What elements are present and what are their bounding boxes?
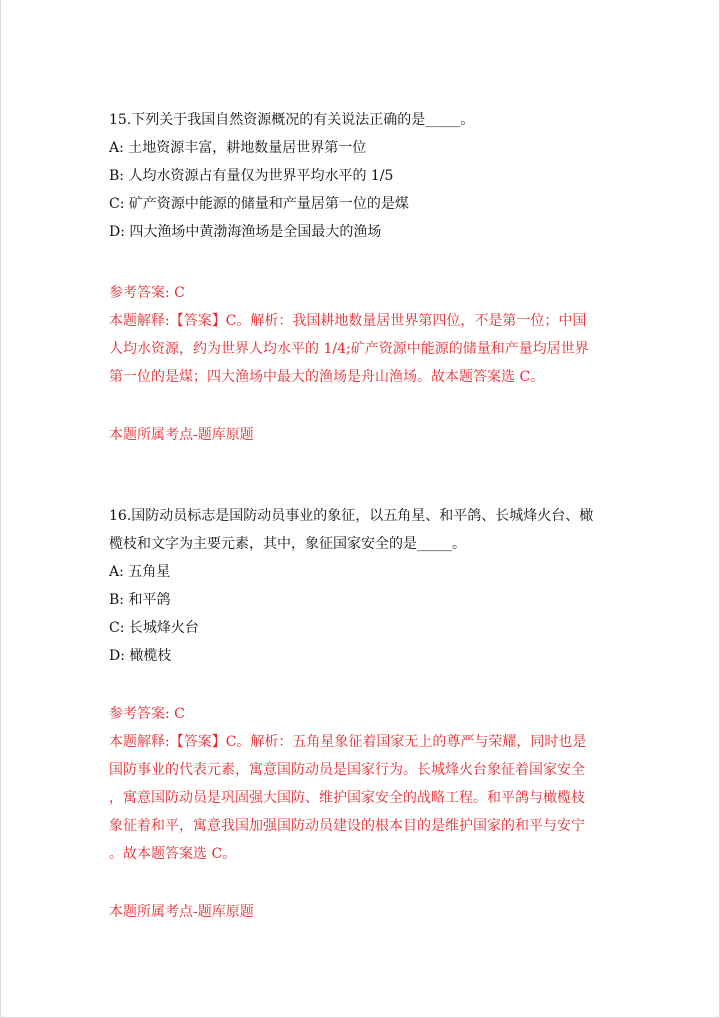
answer-16 xyxy=(109,700,619,868)
explanation-line: 。故本题答案选 C。 xyxy=(109,846,237,862)
option-d: D: 四大渔场中黄渤海渔场是全国最大的渔场 xyxy=(109,224,382,240)
option-c: C: 长城烽火台 xyxy=(109,620,199,636)
explanation-line: 本题解释:【答案】C。解析：我国耕地数量居世界第四位，不是第一位；中国 xyxy=(109,313,587,329)
question-16 xyxy=(109,502,619,670)
explanation-line: 象征着和平，寓意我国加强国防动员建设的根本目的是维护国家的和平与安宁 xyxy=(109,818,585,834)
topic-16 xyxy=(109,898,619,926)
option-d: D: 橄榄枝 xyxy=(109,648,172,664)
explanation-line: 本题解释:【答案】C。解析：五角星象征着国家无上的尊严与荣耀，同时也是 xyxy=(109,734,587,750)
topic-label: 本题所属考点-题库原题 xyxy=(109,427,254,443)
question-stem: 15.下列关于我国自然资源概况的有关说法正确的是_____。 xyxy=(109,112,475,128)
option-a: A: 土地资源丰富，耕地数量居世界第一位 xyxy=(109,140,367,156)
explanation-line: 第一位的是煤；四大渔场中最大的渔场是舟山渔场。故本题答案选 C。 xyxy=(109,369,545,385)
option-c: C: 矿产资源中能源的储量和产量居第一位的是煤 xyxy=(109,196,409,212)
option-b: B: 人均水资源占有量仅为世界平均水平的 1/5 xyxy=(109,168,394,184)
question-stem: 16.国防动员标志是国防动员事业的象征，以五角星、和平鸽、长城烽火台、橄 xyxy=(109,508,594,524)
option-a: A: 五角星 xyxy=(109,564,171,580)
answer-15 xyxy=(109,279,619,391)
explanation-line: 国防事业的代表元素，寓意国防动员是国家行为。长城烽火台象征着国家安全 xyxy=(109,762,585,778)
reference-answer: 参考答案: C xyxy=(109,706,185,722)
topic-label: 本题所属考点-题库原题 xyxy=(109,904,254,920)
option-b: B: 和平鸽 xyxy=(109,592,171,608)
explanation-line: 人均水资源，约为世界人均水平的 1/4;矿产资源中能源的储量和产量均居世界 xyxy=(109,341,589,357)
question-stem: 榄枝和文字为主要元素，其中，象征国家安全的是_____。 xyxy=(109,536,466,552)
explanation-line: ，寓意国防动员是巩固强大国防、维护国家安全的战略工程。和平鸽与橄榄枝 xyxy=(109,790,585,806)
question-15 xyxy=(109,106,619,246)
reference-answer: 参考答案: C xyxy=(109,285,185,301)
topic-15 xyxy=(109,421,619,449)
